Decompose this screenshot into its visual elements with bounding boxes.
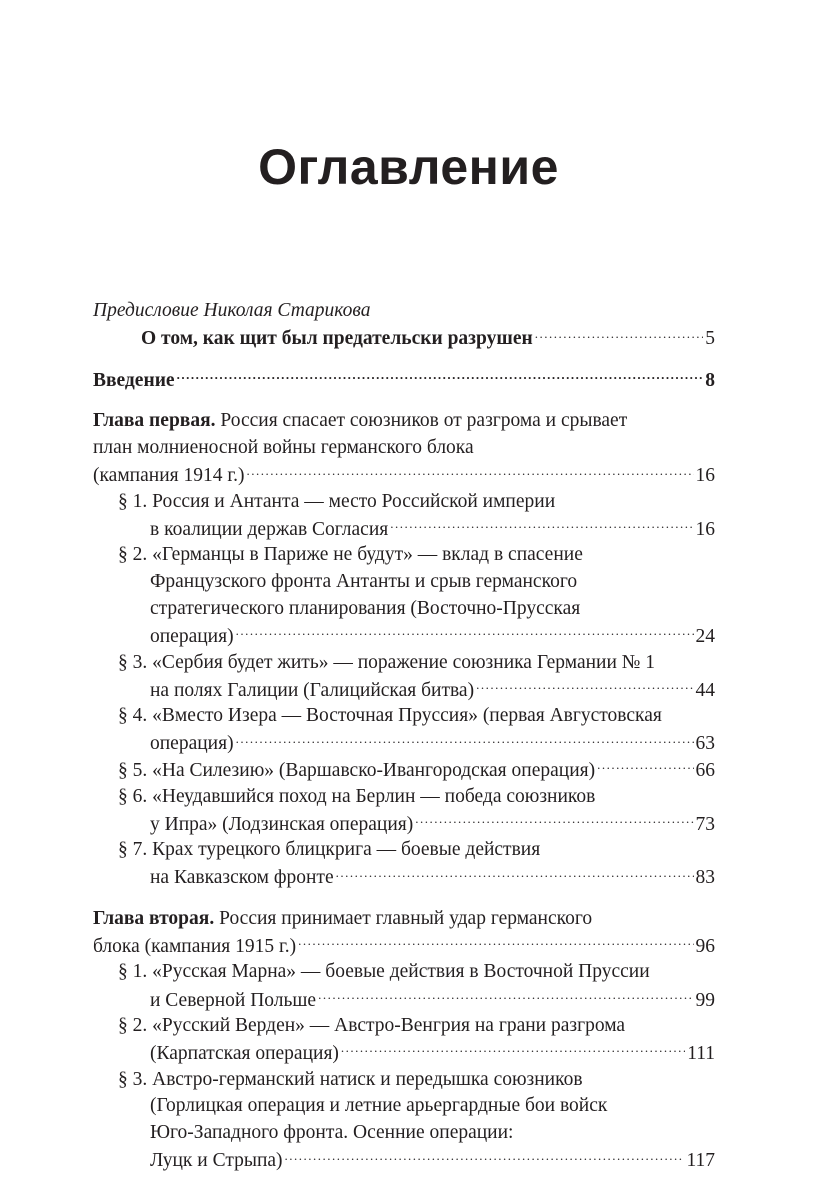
toc-line: [93, 837, 715, 864]
chapter-heading[interactable]: [93, 408, 715, 488]
preface-title-line: [93, 325, 715, 352]
entry-text: операция): [150, 626, 234, 648]
toc-line-last: [93, 933, 715, 960]
entry-text: у Ипра» (Лодзинская операция): [150, 813, 414, 835]
chapter-label: Глава вторая.: [93, 907, 215, 929]
preface-author: Предисловие Николая Старикова: [93, 300, 371, 321]
toc-line-last: [93, 516, 715, 543]
leader-dots: [336, 864, 694, 884]
toc-section[interactable]: [93, 489, 715, 543]
toc-line: [93, 542, 715, 569]
entry-text: § 5. «На Силезию» (Варшавско-Ивангородская операция): [118, 760, 596, 782]
toc-line: [93, 1093, 715, 1120]
toc-line: [93, 435, 715, 462]
entry-text: Французского фронта Антанты и срыв германского: [150, 571, 578, 593]
toc-line-last: [93, 1040, 715, 1067]
page-number: 8: [705, 370, 715, 392]
leader-dots: [298, 933, 693, 953]
page-number: 83: [695, 867, 715, 889]
entry-text: Луцк и Стрыпа): [150, 1150, 283, 1172]
leader-dots: [476, 676, 693, 696]
toc-line: [93, 703, 715, 730]
toc-section[interactable]: [93, 542, 715, 649]
toc-line-last: [93, 1147, 715, 1174]
toc-line: [93, 650, 715, 677]
leader-dots: [390, 516, 693, 536]
entry-text: Юго-Западного фронта. Осенние операции:: [150, 1122, 514, 1144]
leader-dots: [318, 986, 693, 1006]
entry-text: операция): [150, 733, 234, 755]
toc-section[interactable]: [93, 650, 715, 704]
toc-section[interactable]: [93, 1067, 715, 1174]
leader-dots: [177, 367, 704, 387]
toc-line: [93, 1013, 715, 1040]
entry-text: § 3. «Сербия будет жить» — поражение союзника Германии № 1: [118, 651, 656, 673]
entry-text: блока (кампания 1915 г.): [93, 936, 297, 958]
toc-section[interactable]: [93, 784, 715, 838]
toc-section[interactable]: [93, 757, 715, 784]
toc-line: [93, 1067, 715, 1094]
entry-text: § 6. «Неудавшийся поход на Берлин — победа союзников: [118, 785, 596, 807]
leader-dots: [535, 325, 704, 345]
entry-text: (Горлицкая операция и летние арьергардные бои войск: [150, 1095, 608, 1117]
entry-text: § 1. Россия и Антанта — место Российской империи: [118, 490, 556, 512]
toc-line: [93, 596, 715, 623]
intro-title: Введение: [93, 370, 175, 392]
page-title: Оглавление: [258, 139, 559, 195]
entry-text: § 7. Крах турецкого блицкрига — боевые действия: [118, 839, 541, 861]
leader-dots: [236, 730, 694, 750]
leader-dots: [236, 623, 694, 643]
page-number: 24: [695, 626, 715, 648]
leader-dots: [341, 1040, 685, 1060]
entry-text: § 2. «Германцы в Париже не будут» — вклад в спасение: [118, 544, 583, 566]
toc-section[interactable]: [93, 703, 715, 757]
leader-dots: [415, 810, 693, 830]
page-number: 73: [695, 813, 715, 835]
chapter-label: Глава первая.: [93, 410, 216, 432]
toc-line-last: [93, 730, 715, 757]
entry-text: на Кавказском фронте: [150, 867, 334, 889]
entry-text: § 4. «Вместо Изера — Восточная Пруссия» (первая Августовская: [118, 705, 662, 727]
toc-line: [93, 1120, 715, 1147]
entry-text: и Северной Польше: [150, 989, 317, 1011]
page-number: 96: [695, 936, 715, 958]
entry-text: § 1. «Русская Марна» — боевые действия в Восточной Пруссии: [118, 961, 650, 983]
entry-text: § 2. «Русский Верден» — Австро-Венгрия на грани разгрома: [118, 1014, 626, 1036]
leader-dots: [597, 757, 693, 777]
page-number: 16: [695, 465, 715, 487]
toc-line-last: [93, 462, 715, 489]
entry-text: в коалиции держав Согласия: [150, 519, 389, 541]
page-number: 16: [695, 519, 715, 541]
page-number: 44: [695, 679, 715, 701]
toc-chapter-1: [93, 408, 715, 890]
page-number: 99: [695, 989, 715, 1011]
entry-text: на полях Галиции (Галицийская битва): [150, 679, 475, 701]
preface-title: О том, как щит был предательски разрушен: [141, 328, 533, 350]
page-number: 111: [687, 1043, 715, 1065]
toc-line-last: [93, 810, 715, 837]
leader-dots: [285, 1147, 685, 1167]
toc-section[interactable]: [93, 837, 715, 891]
toc-line: [93, 569, 715, 596]
toc-line: [93, 489, 715, 516]
toc-line-last: [93, 623, 715, 650]
toc-line: [93, 408, 715, 435]
page-number: 66: [695, 760, 715, 782]
table-of-contents: [93, 298, 715, 1174]
toc-chapter-2: [93, 906, 715, 1174]
entry-text: стратегического планирования (Восточно-Прусская: [150, 597, 581, 619]
toc-section[interactable]: [93, 959, 715, 1013]
toc-section[interactable]: [93, 1013, 715, 1067]
toc-line-last: [93, 986, 715, 1013]
page-number: 5: [705, 328, 715, 350]
toc-line: [93, 784, 715, 811]
chapter-heading[interactable]: [93, 906, 715, 960]
entry-text: § 3. Австро-германский натиск и передышка союзников: [118, 1068, 583, 1090]
toc-line-last: [93, 757, 715, 784]
entry-text: Россия спасает союзников от разгрома и срывает: [220, 410, 628, 432]
toc-entry-intro[interactable]: [93, 367, 715, 394]
toc-line: [93, 959, 715, 986]
toc-line-last: [93, 864, 715, 891]
toc-entry-preface[interactable]: [93, 298, 715, 352]
toc-line-last: [93, 676, 715, 703]
page-number: 117: [686, 1150, 715, 1172]
entry-text: (Карпатская операция): [150, 1043, 339, 1065]
entry-text: Россия принимает главный удар германского: [219, 907, 593, 929]
page-number: 63: [695, 733, 715, 755]
toc-line: [93, 906, 715, 933]
entry-text: план молниеносной войны германского блока: [93, 437, 474, 459]
leader-dots: [247, 462, 694, 482]
entry-text: (кампания 1914 г.): [93, 465, 245, 487]
